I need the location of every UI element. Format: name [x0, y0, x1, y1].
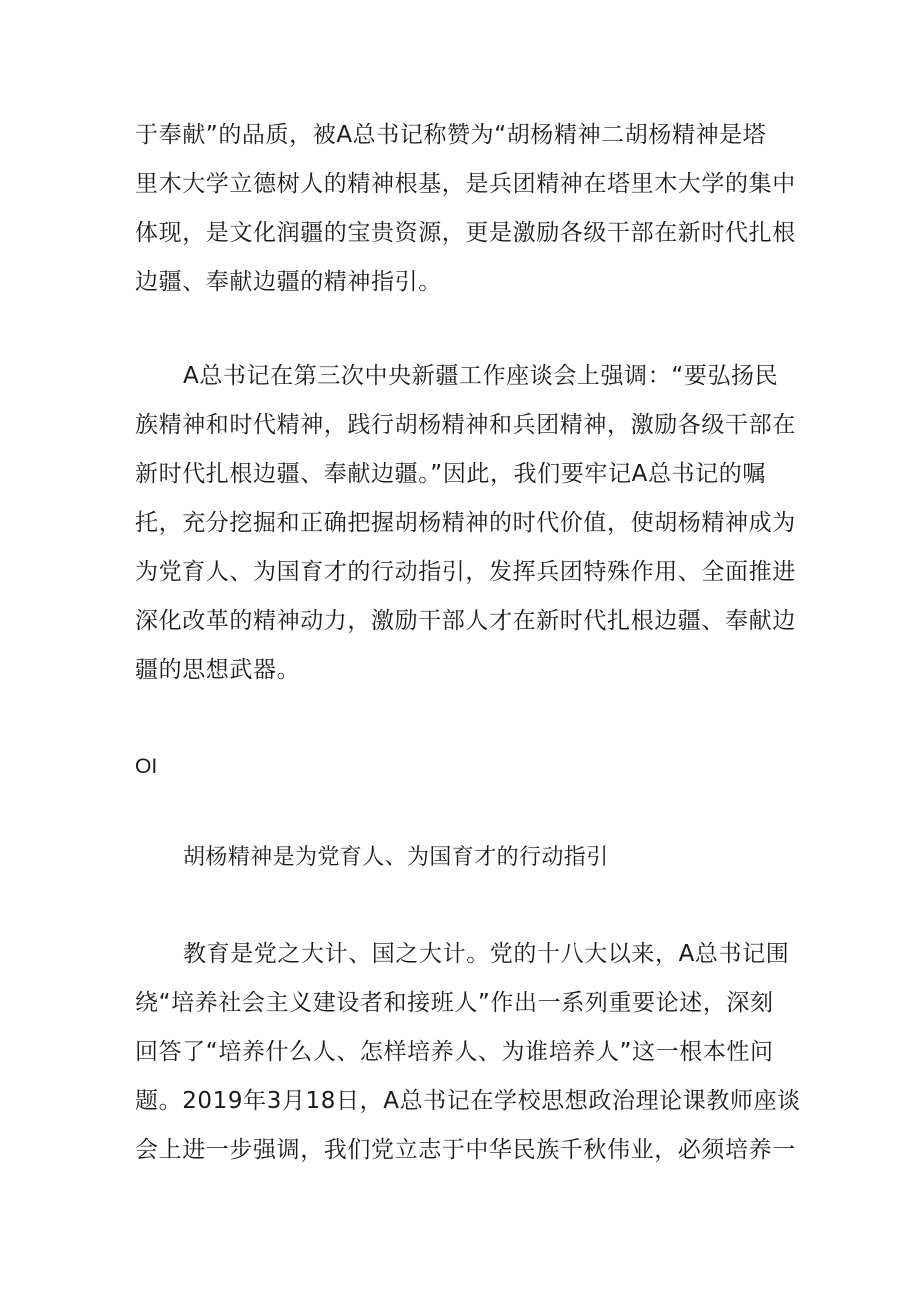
paragraph-3-line-3: 回答了“培养什么人、怎样培养人、为谁培养人”这一根本性问 [135, 1039, 774, 1065]
paragraph-2-line-7: 疆的思想武器。 [135, 657, 301, 683]
paragraph-1-line-1: 于奉献”的品质，被A总书记称赞为“胡杨精神二胡杨精神是塔 [135, 122, 767, 148]
paragraph-1-line-3: 体现，是文化润疆的宝贵资源，更是激励各级干部在新时代扎根 [135, 220, 796, 246]
section-number: OI [135, 755, 158, 778]
paragraph-2-line-2: 族精神和时代精神，践行胡杨精神和兵团精神，激励各级干部在 [135, 412, 796, 438]
paragraph-3-line-5: 会上进一步强调，我们党立志于中华民族千秋伟业，必须培养一 [135, 1137, 796, 1163]
paragraph-2-line-1: A总书记在第三次中央新疆工作座谈会上强调：“要弘扬民 [183, 363, 779, 389]
paragraph-2-line-5: 为党育人、为国育才的行动指引，发挥兵团特殊作用、全面推进 [135, 559, 796, 585]
paragraph-2-line-3: 新时代扎根边疆、奉献边疆。”因此，我们要牢记A总书记的嘱 [135, 461, 766, 487]
paragraph-1-line-2: 里木大学立德树人的精神根基，是兵团精神在塔里木大学的集中 [135, 171, 796, 197]
paragraph-1-line-4: 边疆、奉献边疆的精神指引。 [135, 269, 442, 295]
section-heading: 胡杨精神是为党育人、为国育才的行动指引 [183, 845, 609, 870]
paragraph-2-line-6: 深化改革的精神动力，激励干部人才在新时代扎根边疆、奉献边 [135, 608, 796, 634]
paragraph-3-line-2: 绕“培养社会主义建设者和接班人”作出一系列重要论述，深刻 [135, 990, 774, 1016]
paragraph-3-line-1: 教育是党之大计、国之大计。党的十八大以来，A总书记围 [183, 941, 790, 967]
paragraph-3-line-4: 题。2019年3月18日，A总书记在学校思想政治理论课教师座谈 [135, 1088, 801, 1114]
paragraph-2-line-4: 托，充分挖掘和正确把握胡杨精神的时代价值，使胡杨精神成为 [135, 510, 796, 536]
